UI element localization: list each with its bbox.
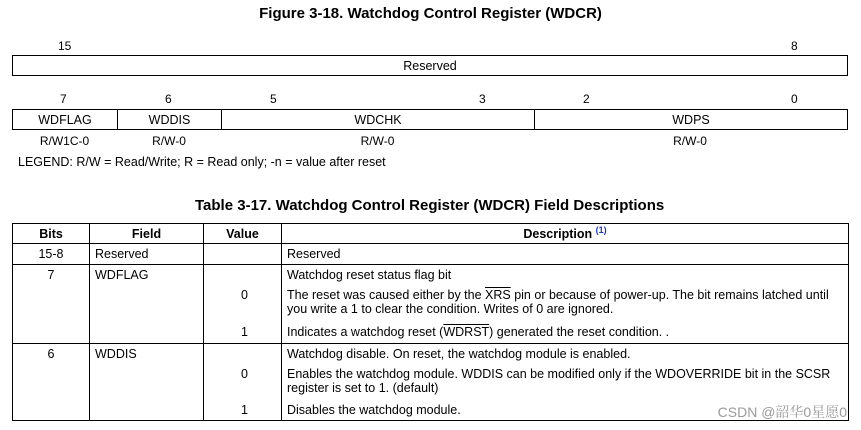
cell-description: Watchdog reset status flag bit: [282, 265, 849, 286]
watermark: CSDN @韶华0星愿0: [717, 404, 847, 420]
bit-0-label: 0: [791, 92, 798, 106]
wdrst-signal: WDRST: [443, 325, 490, 340]
cell-field: WDDIS: [90, 344, 204, 365]
header-field: Field: [90, 224, 204, 244]
field-descriptions-table: [12, 223, 849, 421]
cell-bits: 6: [13, 344, 90, 365]
wdflag-field: WDFLAG: [13, 110, 118, 129]
cell-description: Watchdog disable. On reset, the watchdog module is enabled.: [282, 344, 849, 365]
table-row: [13, 244, 849, 265]
bit-15-label: 15: [58, 39, 72, 53]
bit-8-label: 8: [791, 39, 798, 53]
wdps-field: WDPS: [672, 112, 710, 127]
cell-value: 1: [204, 401, 282, 421]
xrs-signal: $\overline{XRS}$: [485, 287, 511, 302]
table-title: Table 3-17. Watchdog Control Register (WDCR) Field Descriptions: [195, 197, 665, 214]
cell-field: [90, 322, 204, 344]
bit-3-label: 3: [479, 92, 486, 106]
cell-value: [204, 244, 282, 265]
cell-value: 1: [204, 322, 282, 344]
cell-field: Reserved: [90, 244, 204, 265]
cell-description: The reset was caused either by the $\overline{XRS}$ pin or because of power-up. The bit remains latched until you write a 1 to clear the condition. Writes of 0 are ignored.: [282, 286, 849, 322]
register-lower-row: [12, 109, 848, 130]
cell-field: [90, 286, 204, 322]
wddis-access: R/W-0: [152, 134, 186, 148]
cell-field: WDFLAG: [90, 265, 204, 286]
figure-title: Figure 3-18. Watchdog Control Register (WDCR): [259, 5, 602, 22]
cell-description: Reserved: [282, 244, 849, 265]
cell-value: [204, 344, 282, 365]
cell-field: [90, 401, 204, 421]
reserved-field: Reserved: [403, 58, 457, 73]
table-row: [13, 286, 849, 322]
table-row: [13, 344, 849, 365]
footnote-ref[interactable]: (1): [595, 225, 607, 236]
wddis-field: WDDIS: [118, 110, 222, 129]
table-row: [13, 322, 849, 344]
bit-7-label: 7: [60, 92, 67, 106]
cell-bits: [13, 322, 90, 344]
cell-bits: 7: [13, 265, 90, 286]
bit-5-label: 5: [270, 92, 277, 106]
cell-bits: [13, 401, 90, 421]
cell-bits: 15-8: [13, 244, 90, 265]
wdflag-access: R/W1C-0: [39, 134, 90, 148]
table-row: [13, 365, 849, 401]
header-bits: Bits: [13, 224, 90, 244]
cell-description: Disables the watchdog module.: [282, 401, 849, 421]
legend: LEGEND: R/W = Read/Write; R = Read only; -n = value after reset: [18, 155, 386, 169]
wdchk-field: WDCHK: [222, 110, 535, 129]
wdps-access: R/W-0: [673, 134, 707, 148]
header-value: Value: [204, 224, 282, 244]
cell-value: 0: [204, 286, 282, 322]
cell-value: [204, 265, 282, 286]
cell-value: 0: [204, 365, 282, 401]
bit-2-label: 2: [583, 92, 590, 106]
table-header-row: [13, 224, 849, 244]
cell-description: Enables the watchdog module. WDDIS can be modified only if the WDOVERRIDE bit in the SCSR register is set to 1. (default): [282, 365, 849, 401]
cell-field: [90, 365, 204, 401]
cell-description: Indicates a watchdog reset (WDRST) generated the reset condition. .: [282, 322, 849, 344]
register-upper-row: [12, 55, 848, 76]
cell-bits: [13, 365, 90, 401]
header-description: Description $^{(1)}$: [282, 224, 849, 244]
table-row: [13, 265, 849, 286]
bit-6-label: 6: [165, 92, 172, 106]
wdchk-access: R/W-0: [360, 134, 395, 148]
cell-bits: [13, 286, 90, 322]
